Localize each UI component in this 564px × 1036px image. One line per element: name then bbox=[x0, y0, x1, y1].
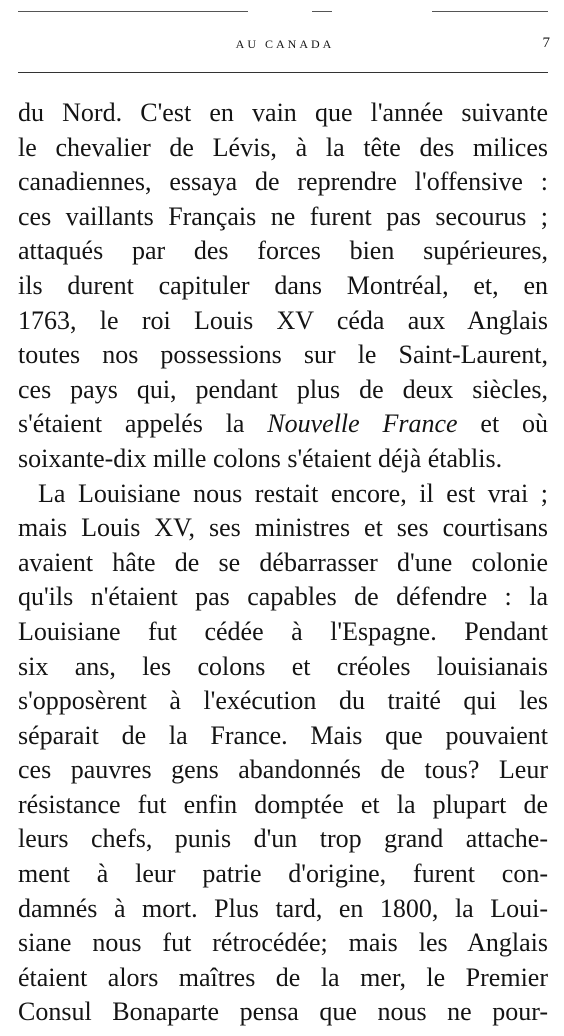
text-segment: s'opposèrent à l'exécution du traité qui les bbox=[18, 686, 548, 716]
text-line bbox=[18, 961, 548, 996]
text-line bbox=[18, 442, 548, 477]
text-segment: et où bbox=[457, 409, 548, 439]
text-segment: étaient alors maîtres de la mer, le Premier bbox=[18, 962, 548, 992]
body-text bbox=[18, 96, 548, 1030]
text-segment: ces vaillants Français ne furent pas secourus ; bbox=[18, 201, 548, 231]
text-line bbox=[18, 511, 548, 546]
text-line bbox=[18, 131, 548, 166]
paragraphs bbox=[18, 96, 548, 1030]
text-segment: canadiennes, essaya de reprendre l'offensive : bbox=[18, 167, 548, 197]
text-segment: damnés à mort. Plus tard, en 1800, la Loui- bbox=[18, 893, 548, 923]
text-segment: résistance fut enfin domptée et la plupart de bbox=[18, 789, 548, 819]
text-line bbox=[18, 269, 548, 304]
text-segment: ces pays qui, pendant plus de deux siècles, bbox=[18, 374, 548, 404]
text-line bbox=[18, 477, 548, 512]
text-line bbox=[18, 200, 548, 235]
text-segment: Louisiane fut cédée à l'Espagne. Pendant bbox=[18, 616, 548, 646]
text-segment: séparait de la France. Mais que pouvaient bbox=[18, 720, 548, 750]
text-segment: avaient hâte de se débarrasser d'une colonie bbox=[18, 547, 548, 577]
text-line bbox=[18, 822, 548, 857]
text-segment: mais Louis XV, ses ministres et ses courtisans bbox=[18, 513, 548, 543]
text-line bbox=[18, 892, 548, 927]
text-segment: ment à leur patrie d'origine, furent con- bbox=[18, 859, 548, 889]
text-segment: leurs chefs, punis d'un trop grand attache- bbox=[18, 824, 548, 854]
text-segment: Consul Bonaparte pensa que nous ne pour- bbox=[18, 997, 548, 1027]
top-rule-left bbox=[18, 11, 248, 12]
text-line bbox=[18, 753, 548, 788]
running-head: AU CANADA bbox=[235, 37, 335, 51]
text-line bbox=[18, 373, 548, 408]
top-rule-middle bbox=[312, 11, 332, 12]
text-segment: siane nous fut rétrocédée; mais les Anglais bbox=[18, 928, 548, 958]
text-line bbox=[18, 580, 548, 615]
italic-phrase: Nouvelle France bbox=[267, 409, 458, 439]
text-segment: qu'ils n'étaient pas capables de défendre : la bbox=[18, 582, 548, 612]
header-rule bbox=[18, 72, 548, 73]
text-line bbox=[18, 650, 548, 685]
text-segment: six ans, les colons et créoles louisianais bbox=[18, 651, 548, 681]
text-line bbox=[18, 304, 548, 339]
page-number: 7 bbox=[542, 35, 550, 51]
text-line bbox=[18, 234, 548, 269]
text-segment: La Louisiane nous restait encore, il est vrai ; bbox=[38, 478, 548, 508]
paragraph bbox=[18, 477, 548, 1031]
text-line bbox=[18, 407, 548, 442]
text-segment: du Nord. C'est en vain que l'année suivante bbox=[18, 98, 548, 127]
text-line bbox=[18, 165, 548, 200]
text-segment: toutes nos possessions sur le Saint-Laurent, bbox=[18, 340, 548, 370]
top-rule-right bbox=[432, 11, 548, 12]
text-segment: le chevalier de Lévis, à la tête des milices bbox=[18, 132, 548, 162]
text-segment: 1763, le roi Louis XV céda aux Anglais bbox=[18, 305, 548, 335]
text-line bbox=[18, 857, 548, 892]
text-line bbox=[18, 615, 548, 650]
text-segment: s'étaient appelés la bbox=[18, 409, 268, 439]
text-line bbox=[18, 788, 548, 823]
text-line bbox=[18, 995, 548, 1030]
text-segment: ils durent capituler dans Montréal, et, en bbox=[18, 270, 548, 300]
text-line bbox=[18, 96, 548, 131]
text-segment: attaqués par des forces bien supérieures, bbox=[18, 236, 548, 266]
text-segment: ces pauvres gens abandonnés de tous? Leur bbox=[18, 755, 548, 785]
page-header bbox=[20, 36, 550, 56]
text-line bbox=[18, 684, 548, 719]
paragraph bbox=[18, 96, 548, 477]
text-line bbox=[18, 338, 548, 373]
text-segment: soixante-dix mille colons s'étaient déjà établis. bbox=[18, 443, 503, 473]
text-line bbox=[18, 546, 548, 581]
text-line bbox=[18, 719, 548, 754]
text-line bbox=[18, 926, 548, 961]
